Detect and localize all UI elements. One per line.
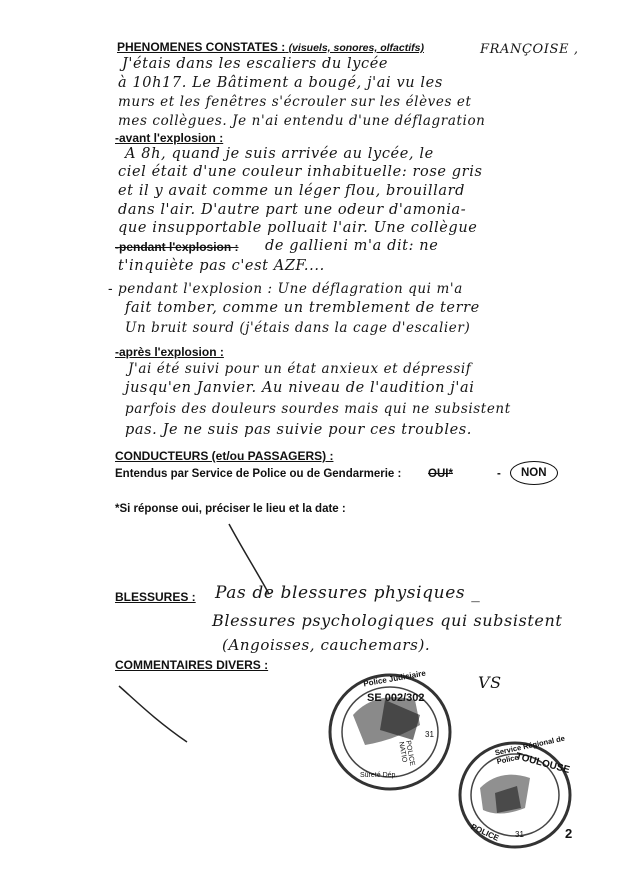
non-option [510, 461, 558, 485]
blessures-heading: BLESSURES : [115, 590, 196, 604]
apres-line-1: J'ai été suivi pour un état anxieux et dépressif [128, 361, 472, 377]
name-note: FRANÇOISE , [480, 42, 579, 57]
apres-line-3: parfois des douleurs sourdes mais qui ne subsistent [125, 401, 511, 417]
pendant-heading: -pendant l'explosion : [115, 240, 239, 254]
stamp-1-top-text: Police Judiciaire [362, 668, 427, 689]
blessures-line-2: Blessures psychologiques qui subsistent [212, 611, 563, 630]
avant-line-1: A 8h, quand je suis arrivée au lycée, le [125, 146, 434, 162]
phenomenes-heading [117, 40, 424, 54]
stamp-2-top-text: Service Régional de Police [494, 733, 566, 767]
stamp-2-mid-text: TOULOUSE [514, 751, 571, 776]
avant-line-6: de gallieni m'a dit: ne [265, 238, 439, 254]
avant-line-4: dans l'air. D'autre part une odeur d'amonia- [118, 202, 467, 218]
crossout-stroke-2 [115, 680, 195, 750]
stamp-1-number: 31 [425, 730, 434, 739]
phenomenes-title: PHENOMENES CONSTATES : [117, 40, 286, 54]
stamp-1-mid-text: SE 002/302 [367, 692, 425, 704]
stamp-2-bottom-text: POLICE [469, 822, 501, 843]
avant-line-5: que insupportable polluait l'air. Une collègue [118, 220, 478, 236]
apres-line-2: jusqu'en Janvier. Au niveau de l'audition j'ai [125, 380, 475, 396]
oui-option: OUI* [428, 468, 453, 480]
blessures-line-1: Pas de blessures physiques _ [215, 583, 481, 603]
page-number: 2 [565, 826, 573, 841]
avant-heading: -avant l'explosion : [115, 131, 224, 145]
avant-line-2: ciel était d'une couleur inhabituelle: rose gris [118, 164, 483, 180]
phenomenes-line-3: murs et les fenêtres s'écrouler sur les élèves et [118, 94, 472, 110]
avant-line-7: t'inquiète pas c'est AZF.... [118, 258, 325, 274]
apres-line-4: pas. Je ne suis pas suivie pour ces troubles. [125, 422, 473, 438]
phenomenes-line-4: mes collègues. Je n'ai entendu d'une déflagration [118, 113, 486, 129]
blessures-line-3: (Angoisses, cauchemars). [222, 636, 431, 654]
non-circled: NON [510, 461, 558, 485]
pendant-line-2: fait tomber, comme un tremblement de terre [125, 300, 480, 316]
stamp-2-number: 31 [515, 830, 524, 839]
commentaires-heading: COMMENTAIRES DIVERS : [115, 658, 269, 672]
phenomenes-line-1: J'étais dans les escaliers du lycée [122, 56, 389, 72]
phenomenes-subtitle: (visuels, sonores, olfactifs) [288, 42, 424, 54]
conducteurs-heading: CONDUCTEURS (et/ou PASSAGERS) : [115, 449, 334, 463]
pendant-line-3: Un bruit sourd (j'étais dans la cage d'escalier) [125, 320, 471, 336]
stamp-1-bottom-text: Sûreté Dép. [360, 772, 398, 779]
pendant-line-1: - pendant l'explosion : Une déflagration qui m'a [108, 281, 463, 297]
stamp-1-side-text: POLICE NATIO [397, 740, 416, 767]
apres-heading: -après l'explosion : [115, 345, 224, 359]
si-reponse-label: *Si réponse oui, préciser le lieu et la date : [115, 503, 346, 515]
avant-line-3: et il y avait comme un léger flou, brouillard [118, 183, 466, 199]
option-dash: - [497, 468, 501, 480]
police-stamp-2 [455, 733, 575, 853]
police-stamp-1 [325, 670, 455, 795]
initials: VS [478, 673, 502, 692]
phenomenes-line-2: à 10h17. Le Bâtiment a bougé, j'ai vu les [118, 75, 443, 91]
entendus-label: Entendus par Service de Police ou de Gendarmerie : [115, 468, 402, 480]
